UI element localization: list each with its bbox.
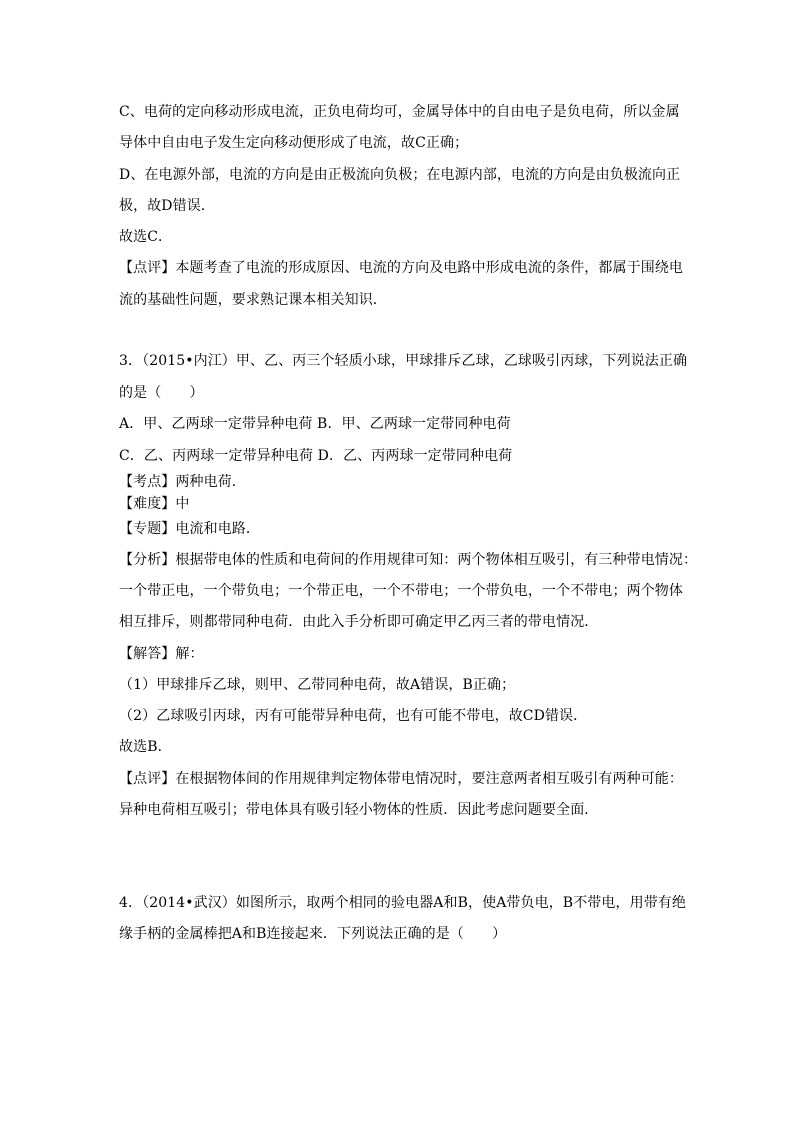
option-c-explanation-line-2: 导体中自由电子发生定向移动便形成了电流，故C正确； bbox=[119, 135, 469, 151]
topic-line: 【专题】电流和电路． bbox=[119, 521, 260, 537]
solution-heading: 【解答】解： bbox=[119, 646, 204, 662]
option-c-explanation-line-1: C、电荷的定向移动形成电流，正负电荷均可，金属导体中的自由电子是负电荷，所以金属 bbox=[119, 104, 680, 120]
comment-q3-line-1: 【点评】在根据物体间的作用规律判定物体带电情况时，要注意两者相互吸引有两种可能： bbox=[119, 771, 683, 787]
option-d-explanation-line-2: 极，故D错误． bbox=[119, 198, 215, 214]
question-3-stem-line-2: 的是（ ） bbox=[119, 385, 204, 401]
question-3-stem-line-1: 3．（2015•内江）甲、乙、丙三个轻质小球，甲球排斥乙球，乙球吸引丙球，下列说法正确 bbox=[119, 353, 688, 369]
analysis-line-3: 相互排斥，则都带同种电荷．由此入手分析即可确定甲乙丙三者的带电情况． bbox=[119, 614, 599, 630]
question-4-stem-line-1: 4．（2014•武汉）如图所示，取两个相同的验电器A和B，使A带负电，B不带电，用带有绝 bbox=[119, 895, 686, 911]
option-d-explanation-line-1: D、在电源外部，电流的方向是由正极流向负极；在电源内部，电流的方向是由负极流向正 bbox=[119, 167, 681, 183]
comment-line-1: 【点评】本题考查了电流的形成原因、电流的方向及电路中形成电流的条件，都属于围绕电 bbox=[119, 260, 683, 276]
question-3-options-ab: A．甲、乙两球一定带异种电荷 B．甲、乙两球一定带同种电荷 bbox=[119, 416, 511, 432]
knowledge-point-line: 【考点】两种电荷． bbox=[119, 474, 246, 490]
solution-step-2: （2）乙球吸引丙球，丙有可能带异种电荷，也有可能不带电，故CD错误． bbox=[119, 708, 588, 724]
question-3-options-cd: C．乙、丙两球一定带异种电荷 D．乙、丙两球一定带同种电荷 bbox=[119, 448, 513, 464]
answer-choice-line-q3: 故选B． bbox=[119, 739, 172, 755]
comment-line-2: 流的基础性问题，要求熟记课本相关知识． bbox=[119, 292, 387, 308]
comment-q3-line-2: 异种电荷相互吸引；带电体具有吸引轻小物体的性质．因此考虑问题要全面． bbox=[119, 802, 599, 818]
answer-choice-line: 故选C． bbox=[119, 229, 173, 245]
solution-step-1: （1）甲球排斥乙球，则甲、乙带同种电荷，故A错误，B正确； bbox=[119, 677, 516, 693]
analysis-line-2: 一个带正电，一个带负电；一个带正电，一个不带电；一个带负电，一个不带电；两个物体 bbox=[119, 583, 683, 599]
question-4-stem-line-2: 缘手柄的金属棒把A和B连接起来．下列说法正确的是（ ） bbox=[119, 926, 507, 942]
analysis-line-1: 【分析】根据带电体的性质和电荷间的作用规律可知：两个物体相互吸引，有三种带电情况： bbox=[119, 552, 698, 568]
difficulty-line: 【难度】中 bbox=[119, 496, 190, 512]
